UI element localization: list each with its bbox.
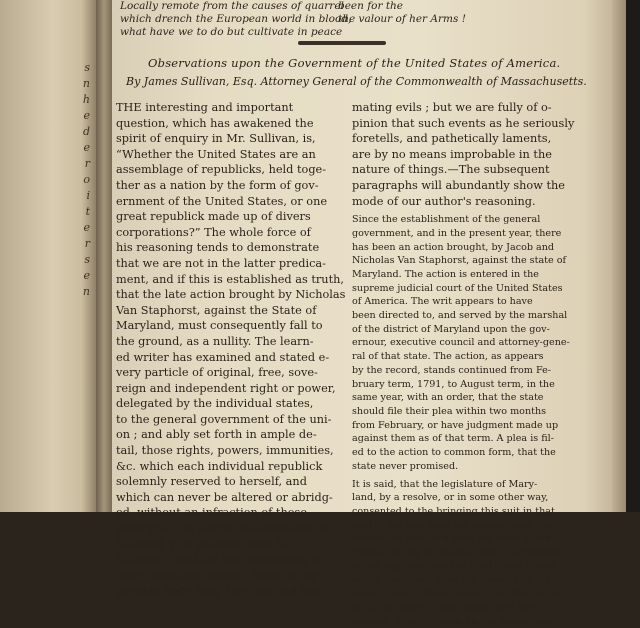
article-line: solemnly reserved to herself, and: [116, 475, 307, 489]
article-line: nature of things.—The subsequent: [352, 163, 550, 177]
top-right-text: [338, 0, 466, 26]
article-line: supreme judicial court of the United States: [352, 282, 563, 294]
article-line: state never promised.: [352, 460, 459, 472]
article-line: from February, or have judgment made up: [352, 419, 559, 431]
article-title: Observations upon the Government of the United States of America.: [148, 56, 561, 70]
article-line: land, by a resolve, or in some other way,: [352, 492, 549, 504]
left-page-fragment: s: [84, 253, 90, 266]
left-page-fragment: r: [84, 157, 90, 170]
article-line: great republick made up of divers: [116, 210, 311, 224]
article-byline: By James Sullivan, Esq. Attorney General of the Commonwealth of Massachusetts.: [126, 75, 587, 88]
left-page-fragment: h: [82, 93, 90, 106]
right-column-paragraph-3: [352, 478, 564, 628]
article-line: assemblage of republicks, held toge-: [116, 163, 327, 177]
article-line: bruary term, 1791, to August term, in the: [352, 378, 555, 390]
article-line: spirit of enquiry in Mr. Sullivan, is,: [116, 132, 316, 146]
left-page-fragment: e: [83, 141, 90, 154]
left-page-fragment: n: [82, 77, 90, 90]
left-page-fragment: e: [83, 109, 90, 122]
article-line: It is said, that the legislature of Mary-: [352, 478, 538, 490]
article-line: ed to the action to common form, that the: [352, 447, 556, 459]
article-line: foretells, and pathetically laments,: [352, 132, 552, 146]
page-edge-shadow: [612, 0, 626, 512]
left-page: [0, 0, 96, 512]
article-line: dispute, by arbitration, to the honourable: [352, 615, 555, 627]
article-line: been directed to, and served by the marshal: [352, 310, 568, 322]
left-page-fragment: s: [84, 61, 90, 74]
article-line: of America. The writ appears to have: [352, 296, 533, 308]
article-line: ryland can, by no means, give a jurisdiction: [352, 547, 565, 559]
article-line: mating evils ; but we are fully of o-: [352, 101, 552, 114]
article-line: ther as a nation by the form of gov-: [116, 178, 319, 192]
article-line: Maryland. The action is entered in the: [352, 268, 539, 280]
article-line: delegated by the individual states,: [116, 397, 314, 411]
article-right-column: [352, 100, 575, 628]
article-line: reign and independent right or power,: [116, 381, 336, 395]
article-line: which can never be altered or abridg-: [116, 490, 333, 504]
right-column-paragraph-2: [352, 213, 570, 473]
article-line: gregate body, may have carried him: [116, 584, 323, 598]
article-line: pinion that such events as he seriously: [352, 116, 575, 130]
left-page-fragment: r: [84, 237, 90, 250]
left-page-fragment: o: [83, 173, 90, 186]
article-line: same year, with an order, that the state: [352, 392, 544, 404]
left-page-fragment: n: [82, 285, 90, 298]
article-line: has been an action brought, by Jacob and: [352, 241, 555, 253]
article-line: every member, distinct from the ag-: [116, 568, 322, 582]
article-line: corporations?” The whole force of: [116, 225, 311, 239]
article-line: that we are not in the latter predica-: [116, 256, 326, 270]
article-line: ed, without an infraction of those: [116, 506, 308, 520]
left-page-text-fragments: [83, 60, 90, 300]
article-line: to the general government of the uni-: [116, 412, 332, 426]
article-line: mode of our author's reasoning.: [352, 194, 536, 208]
article-line: Sullivan's zeal for the sovereignty of: [116, 553, 325, 567]
article-line: question, which has awakened the: [116, 116, 314, 130]
article-line: &c. which each individual republick: [116, 459, 323, 473]
article-line: that the late action brought by Nicholas: [116, 288, 346, 302]
article-line: of all the states. They might refer their: [352, 601, 542, 613]
article-line: to the supreme court of the United States,: [352, 560, 559, 572]
article-line: constitution of their power from the people: [352, 588, 563, 600]
article-line: by the record, stands continued from Fe-: [352, 364, 551, 376]
article-left-column: [116, 100, 346, 599]
article-line: ernment of the United States, or one: [116, 194, 328, 208]
left-page-fragment: i: [86, 189, 90, 202]
article-line: which that court does not possess by the: [352, 574, 551, 586]
top-right-line: the valour of her Arms !: [338, 13, 466, 25]
article-line: government, and in the present year, there: [352, 227, 562, 239]
article-line: ral of that state. The action, as appears: [352, 351, 544, 363]
article-line: founded. It is possible, that Mr.: [116, 537, 296, 551]
article-line: Maryland, must consequently fall to: [116, 319, 323, 333]
article-line: ed writer has examined and stated e-: [116, 350, 330, 364]
article-line: of the district of Maryland upon the gov-: [352, 323, 550, 335]
left-page-fragment: e: [83, 221, 90, 234]
article-line: paragraphs will abundantly show the: [352, 178, 565, 192]
article-line: his reasoning tends to demonstrate: [116, 241, 320, 255]
article-line: Van Staphorst, against the State of: [116, 303, 317, 317]
background-edge: [626, 0, 640, 512]
top-left-line: which drench the European world in blood,: [120, 13, 352, 25]
right-column-paragraph-1: [352, 100, 575, 209]
article-line: consented to the bringing this suit in that: [352, 505, 555, 517]
article-line: THE interesting and important: [116, 101, 294, 114]
left-page-fragment: t: [85, 205, 90, 218]
left-page-fragment: e: [83, 269, 90, 282]
article-line: court ; but this does not appear upon the: [352, 519, 552, 531]
article-line: ernour, executive council and attorney-gene-: [352, 337, 570, 349]
top-left-line: what have we to do but cultivate in peace: [120, 26, 343, 38]
article-line: should file their plea within two months: [352, 406, 547, 417]
article-line: Nicholas Van Staphorst, against the state of: [352, 255, 567, 267]
article-line: against them as of that term. A plea is fil-: [352, 433, 554, 445]
article-line: “Whether the United States are an: [116, 147, 316, 161]
article-line: the ground, as a nullity. The learn-: [116, 334, 314, 348]
top-left-line: Locally remote from the causes of quarrel: [120, 0, 344, 12]
right-page: [112, 0, 626, 627]
article-line: very particle of original, free, sove-: [116, 366, 318, 380]
article-line: are by no means improbable in the: [352, 147, 552, 161]
section-divider-rule: [298, 41, 386, 45]
top-right-line: been for the: [338, 0, 404, 12]
article-line: record. Be that as it may, the state of Ma-: [352, 533, 555, 545]
article-line: on ; and ably set forth in ample de-: [116, 428, 317, 442]
left-page-fragment: d: [82, 125, 90, 138]
article-line: Since the establishment of the general: [352, 214, 541, 226]
book-gutter: [96, 0, 112, 512]
article-line: principles, on which the federation is: [116, 522, 330, 536]
article-line: tail, those rights, powers, immunities,: [116, 444, 334, 458]
article-line: ment, and if this is established as truth,: [116, 272, 344, 286]
top-left-text: [120, 0, 352, 39]
